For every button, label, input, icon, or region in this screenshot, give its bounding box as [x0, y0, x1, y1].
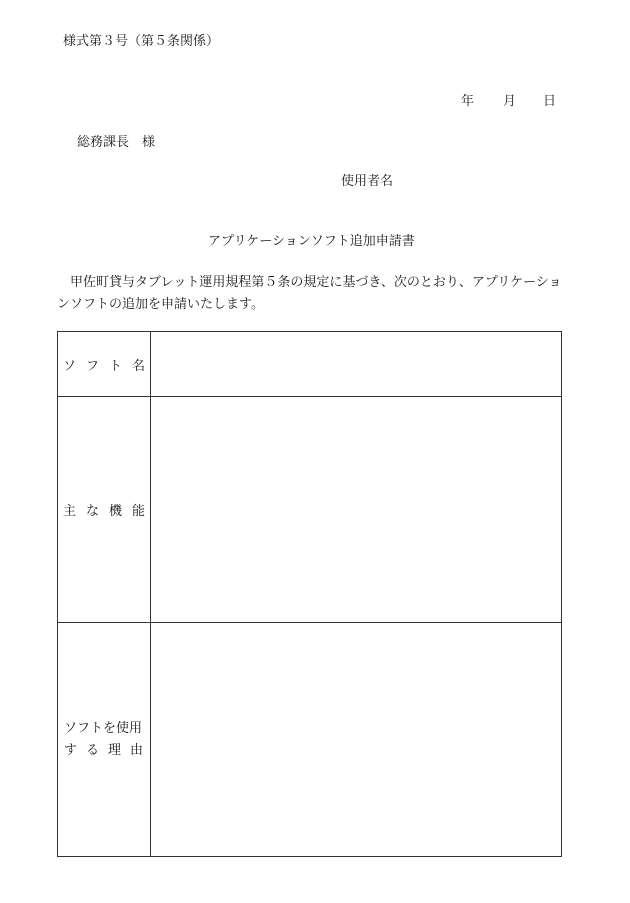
application-table [57, 331, 562, 857]
table-row [58, 623, 562, 857]
date-month-label: 月 [503, 94, 517, 109]
document-title: アプリケーションソフト追加申請書 [208, 234, 415, 249]
usage-reason-label [64, 718, 153, 762]
main-function-label: 主な機能 [62, 504, 155, 519]
usage-reason-label-line2: する理由 [64, 742, 153, 758]
table-row [58, 332, 562, 397]
addressee: 総務課長 様 [77, 135, 156, 150]
usage-reason-label-cell [58, 623, 151, 857]
software-name-label: ソフト名 [62, 358, 155, 374]
date-line [461, 95, 561, 108]
usage-reason-label-line1: ソフトを使用 [64, 720, 143, 736]
table-row [58, 397, 562, 623]
document-body: 甲佐町貸与タブレット運用規程第５条の規定に基づき、次のとおり、アプリケーションソフトの追加を申請いたします。 [57, 275, 562, 312]
main-function-field[interactable] [151, 397, 562, 623]
date-year-label: 年 [461, 94, 475, 109]
user-name-label: 使用者名 [341, 174, 394, 189]
software-name-field[interactable] [151, 332, 562, 397]
form-number: 様式第３号（第５条関係） [63, 34, 220, 49]
usage-reason-field[interactable] [151, 623, 562, 857]
software-name-label-cell [58, 332, 155, 397]
main-function-label-cell [58, 397, 155, 623]
date-day-label: 日 [543, 94, 557, 109]
